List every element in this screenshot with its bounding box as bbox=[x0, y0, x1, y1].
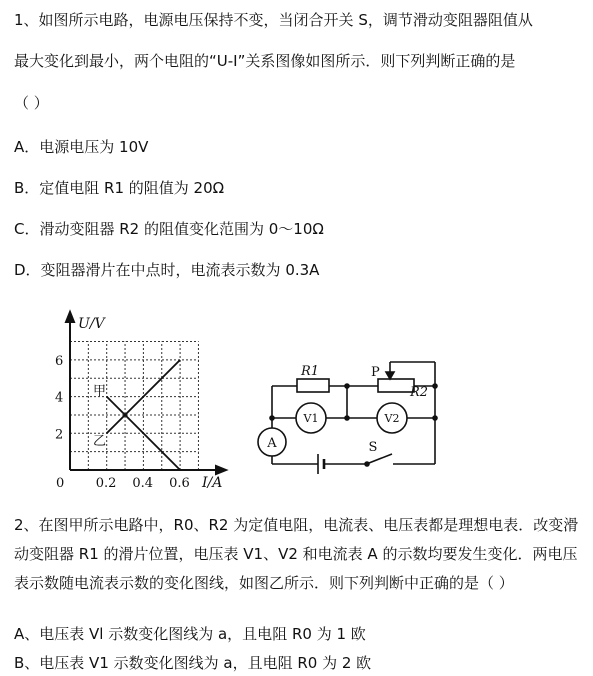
label-ammeter: A bbox=[267, 436, 277, 451]
y-axis-arrow bbox=[66, 312, 74, 322]
label-v2: V2 bbox=[384, 412, 400, 425]
label-r2: R2 bbox=[410, 385, 429, 400]
question-1-option-c: C．滑动变阻器 R2 的阻值变化范围为 0～10Ω bbox=[14, 220, 324, 238]
graph-origin: 0 bbox=[56, 476, 65, 491]
series-label-jia: 甲 bbox=[93, 384, 107, 399]
y-tick-label: 2 bbox=[55, 427, 64, 443]
slider-arrow bbox=[386, 372, 394, 379]
question-1-option-a: A．电源电压为 10V bbox=[14, 138, 149, 156]
x-tick-label: 0.4 bbox=[132, 476, 154, 491]
series-line-yi bbox=[107, 360, 180, 433]
series-label-yi: 乙 bbox=[93, 434, 107, 449]
resistor-r2 bbox=[378, 379, 414, 392]
y-tick-label: 4 bbox=[55, 390, 64, 406]
switch-contact bbox=[365, 462, 369, 466]
series-line-jia bbox=[107, 397, 180, 470]
x-axis-arrow bbox=[216, 466, 226, 474]
question-1-line-2: 最大变化到最小，两个电阻的“U-I”关系图像如图所示．则下列判断正确的是 bbox=[14, 52, 516, 70]
question-2-text: 2、在图甲所示电路中，R0、R2 为定值电阻，电流表、电压表都是理想电表．改变滑动变阻器 R1 的滑片位置，电压表 V1、V2 和电流表 A 的示数均要发生变化．两电压表示数随电流表示数的变化图线，如图乙所示．则下列判断中正确的是（ ） bbox=[14, 516, 579, 592]
question-2-option-b: B、电压表 V1 示数变化图线为 a，且电阻 R0 为 2 欧 bbox=[14, 654, 372, 672]
circuit-diagram bbox=[258, 362, 437, 474]
switch-lever bbox=[369, 454, 392, 463]
question-1-answer-blank: （ ） bbox=[14, 94, 49, 112]
resistor-r1 bbox=[297, 379, 329, 392]
question-1-line-1: 1、如图所示电路，电源电压保持不变，当闭合开关 S，调节滑动变阻器阻值从 bbox=[14, 11, 533, 29]
label-switch: S bbox=[368, 440, 378, 455]
label-v1: V1 bbox=[303, 412, 319, 425]
question-1-option-d: D．变阻器滑片在中点时，电流表示数为 0.3A bbox=[14, 261, 320, 279]
question-1-option-b: B．定值电阻 R1 的阻值为 20Ω bbox=[14, 179, 225, 197]
y-tick-label: 6 bbox=[55, 353, 64, 369]
y-axis-label: U/V bbox=[78, 316, 105, 332]
x-axis-label: I/A bbox=[202, 475, 223, 491]
label-p: P bbox=[371, 365, 380, 380]
x-tick-label: 0.2 bbox=[95, 476, 117, 491]
x-tick-label: 0.6 bbox=[169, 476, 190, 491]
label-r1: R1 bbox=[301, 364, 320, 379]
question-2-option-a: A、电压表 Vl 示数变化图线为 a，且电阻 R0 为 1 欧 bbox=[14, 625, 366, 643]
